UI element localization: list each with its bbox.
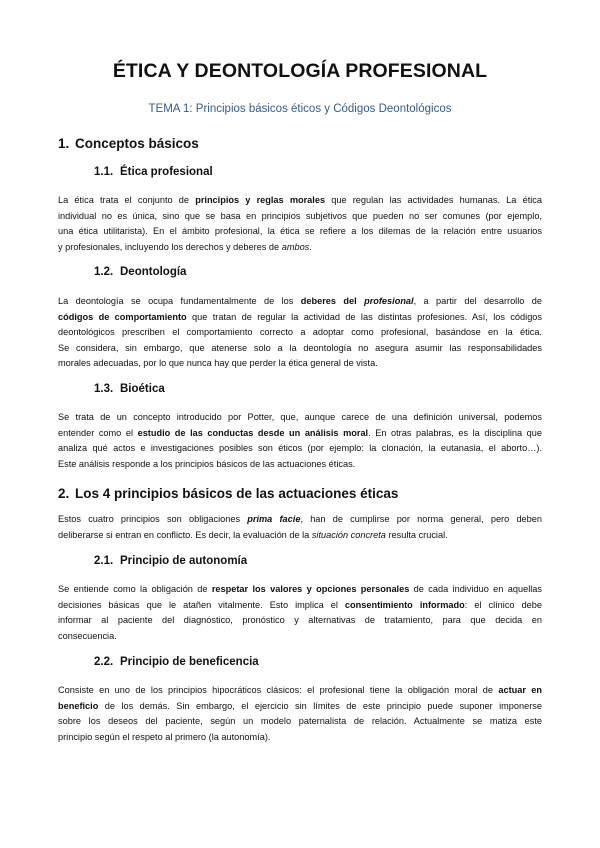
subsection-number: 2.2.: [94, 656, 114, 668]
paragraph-beneficencia: [58, 683, 542, 745]
text-line: y profesionales, incluyendo los derechos y deberes de ambos.: [58, 241, 312, 252]
text-line: La deontología se ocupa fundamentalmente de los deberes del profesional, a partir del desarrollo de: [58, 296, 542, 306]
subsection-1-3-heading: [94, 383, 165, 395]
text-line: Este análisis responde a los principios básicos de las actuaciones éticas.: [58, 458, 356, 469]
subsection-1-2-heading: [94, 266, 186, 278]
text-line: consecuencia.: [58, 630, 117, 641]
text-line: Se considera, sin embargo, que atenerse solo a la deontología no asegura asumir las responsabilidades: [58, 342, 542, 353]
subsection-number: 1.3.: [94, 383, 114, 395]
subsection-number: 1.2.: [94, 266, 114, 278]
paragraph-principios-intro: [58, 512, 542, 543]
subsection-title: Principio de autonomía: [120, 555, 248, 567]
section-title: Los 4 principios básicos de las actuaciones éticas: [75, 486, 399, 501]
text-line: analiza qué actos e investigaciones posibles son éticos (por ejemplo: la clonación, la eutanasia, el aborto…).: [58, 443, 542, 453]
text-line: morales adecuadas, por lo que nunca hay que perder la ética general de vista.: [58, 358, 378, 368]
text-line: deliberarse si entran en conflicto. Es decir, la evaluación de la situación concreta resulta crucial.: [58, 529, 448, 540]
text-line: Se entiende como la obligación de respetar los valores y opciones personales de cada individuo en aquellas: [58, 584, 542, 594]
section-number: 1.: [58, 136, 70, 151]
text-line: una ética utilitarista). En el ámbito profesional, la ética se refiere a los dilemas de la relación entre usuarios: [58, 226, 542, 236]
text-line: entender como el estudio de las conductas desde un análisis moral. En otras palabras, es la disciplina que: [58, 427, 542, 438]
text-line: La ética trata el conjunto de principios y reglas morales que regulan las actividades humanas. La ética: [58, 195, 542, 205]
text-line: Estos cuatro principios son obligaciones prima facie, han de cumplirse por norma general, pero deben: [58, 514, 542, 524]
text-line: sobre los deseos del paciente, según un modelo paternalista de relación. Actualmente se matiza este: [58, 716, 542, 726]
subsection-title: Bioética: [120, 383, 165, 395]
subsection-number: 2.1.: [94, 555, 114, 567]
text-line: decisiones básicas que le atañen vitalmente. Esto implica el consentimiento informado: el clínico debe: [58, 599, 542, 610]
paragraph-autonomia: [58, 582, 542, 644]
text-line: informar al paciente del diagnóstico, pronóstico y alternativas de tratamiento, para que decida en: [58, 615, 542, 625]
subsection-2-1-heading: [94, 555, 247, 567]
subsection-1-1-heading: [94, 166, 213, 178]
subsection-title: Deontología: [120, 266, 187, 278]
document-subtitle: TEMA 1: Principios básicos éticos y Códigos Deontológicos: [148, 103, 452, 115]
subsection-title: Ética profesional: [120, 166, 213, 178]
subsection-title: Principio de beneficencia: [120, 656, 259, 668]
document-title: ÉTICA Y DEONTOLOGÍA PROFESIONAL: [112, 60, 488, 82]
section-title: Conceptos básicos: [75, 136, 199, 151]
section-2-heading: [58, 486, 398, 501]
subsection-number: 1.1.: [94, 166, 114, 178]
paragraph-bioetica: [58, 410, 542, 472]
text-line: beneficio de los demás. Sin embargo, el ejercicio sin límites de este principio puede suponer imponerse: [58, 700, 542, 711]
section-1-heading: [58, 136, 199, 151]
text-line: principio según el respeto al primero (la autonomía).: [58, 731, 271, 742]
text-line: deontológicos prescriben el comportamiento correcto a adoptar como profesional, basándose en la ética.: [58, 327, 542, 337]
section-number: 2.: [58, 486, 70, 501]
text-line: Se trata de un concepto introducido por Potter, que, aunque carece de una definición universal, podemos: [58, 412, 542, 422]
paragraph-etica-profesional: [58, 193, 542, 255]
paragraph-deontologia: [58, 294, 542, 372]
subsection-2-2-heading: [94, 656, 259, 668]
text-line: individual no es única, sino que se basa en principios subjetivos que pueden no ser comunes (por ejemplo,: [58, 210, 542, 221]
text-line: códigos de comportamiento que tratan de regular la actividad de las distintas profesiones. Así, los códigos: [58, 311, 542, 322]
text-line: Consiste en uno de los principios hipocráticos clásicos: el profesional tiene la obligación moral de actuar en: [58, 685, 542, 695]
